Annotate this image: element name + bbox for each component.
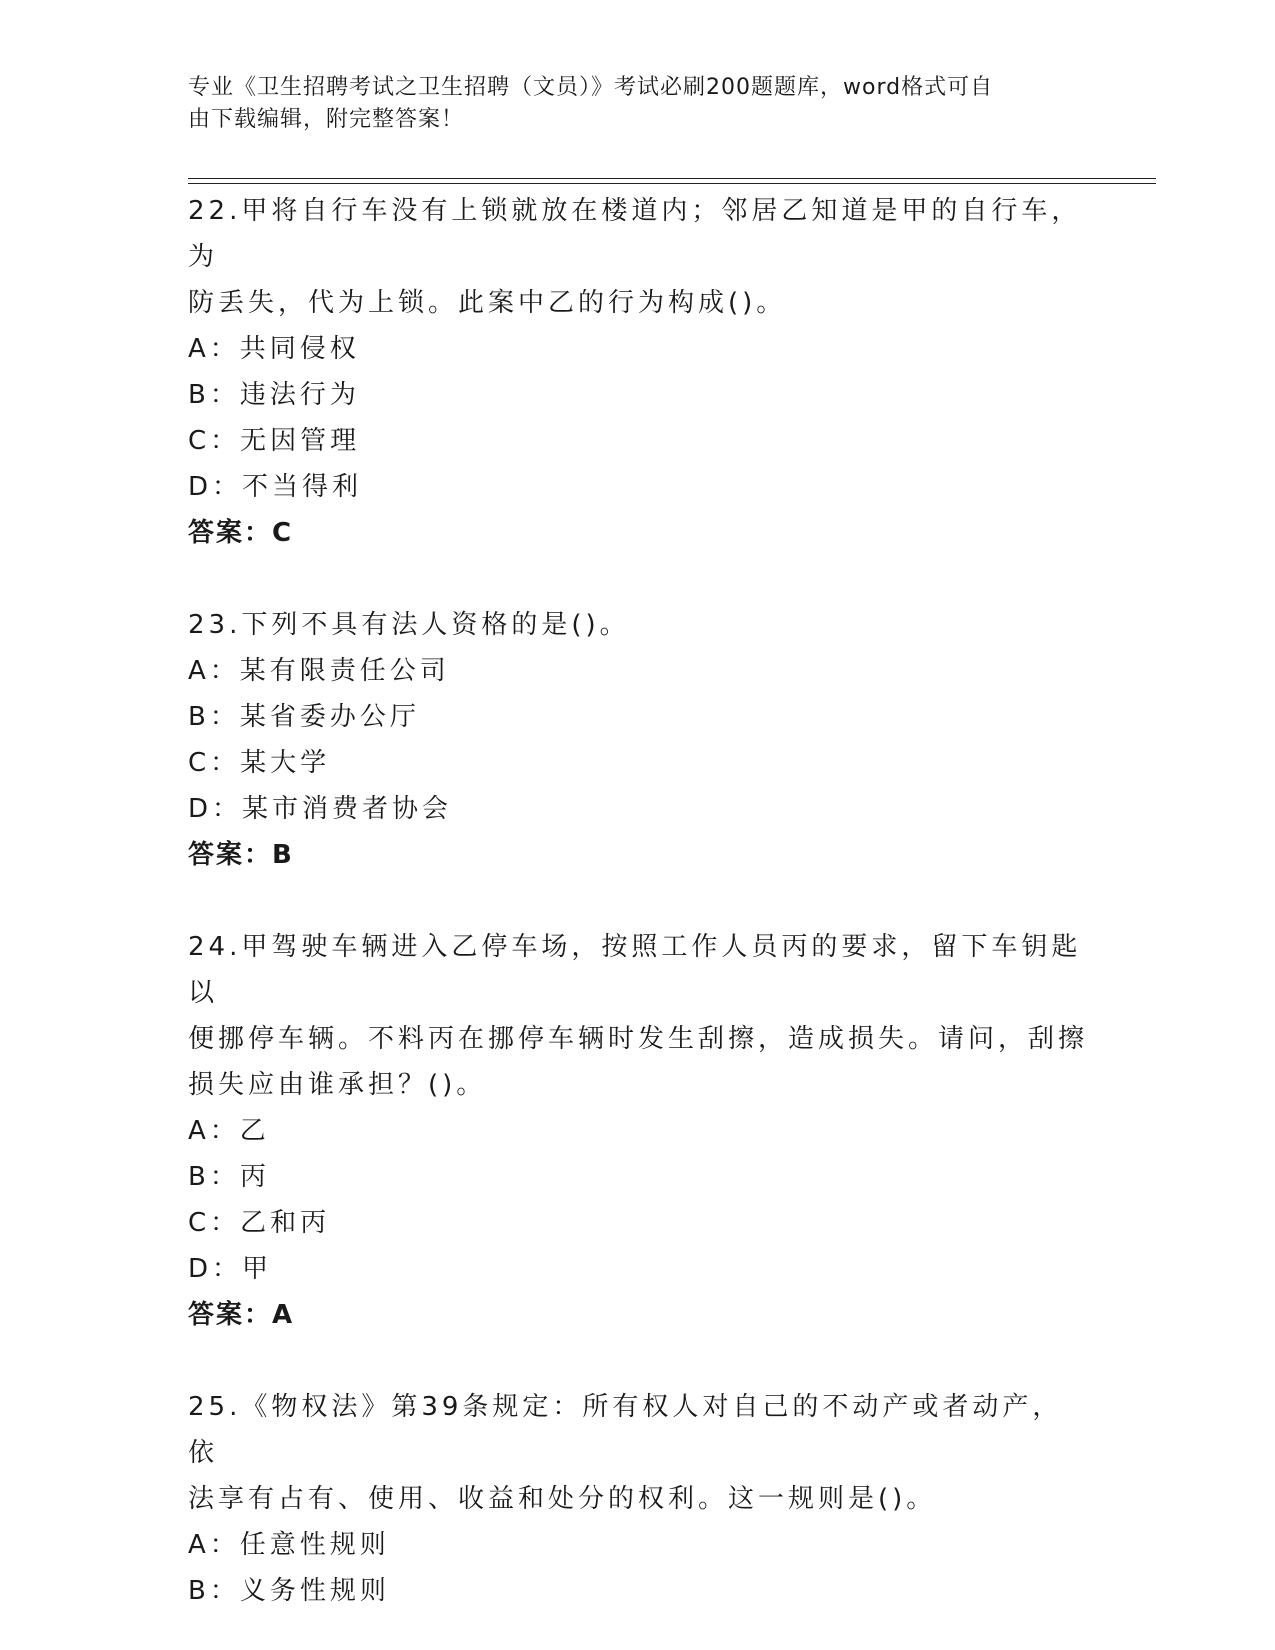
header-line-2: 由下载编辑，附完整答案！ [188,107,465,132]
question-stem: 23.下列不具有法人资格的是()。 [188,610,630,640]
option-a: A：乙 [188,1116,270,1146]
question-list [188,188,1088,1614]
question-25 [188,1384,1088,1614]
answer-line: 答案：A [188,1300,295,1330]
option-d: D：某市消费者协会 [188,794,453,824]
question-stem: 便挪停车辆。不料丙在挪停车辆时发生刮擦，造成损失。请问，刮擦 [188,1024,1089,1054]
header-line-1: 专业《卫生招聘考试之卫生招聘（文员）》考试必刷200题题库，word格式可自 [188,75,994,100]
option-a: A：某有限责任公司 [188,656,450,686]
option-a: A：共同侵权 [188,334,360,364]
header-divider-bottom [188,183,1156,184]
question-stem: 25.《物权法》第39条规定：所有权人对自己的不动产或者动产，依 [188,1392,1063,1468]
question-23 [188,602,1088,878]
option-c: C：某大学 [188,748,331,778]
answer-line: 答案：C [188,518,294,548]
answer-line: 答案：B [188,840,294,870]
option-b: B：某省委办公厅 [188,702,420,732]
document-header [188,72,1068,136]
header-divider-top [188,178,1156,179]
question-22 [188,188,1088,556]
question-stem: 防丢失，代为上锁。此案中乙的行为构成()。 [188,288,787,318]
question-stem: 24.甲驾驶车辆进入乙停车场，按照工作人员丙的要求，留下车钥匙以 [188,932,1082,1008]
option-c: C：无因管理 [188,426,361,456]
option-b: B：违法行为 [188,380,360,410]
question-stem: 法享有占有、使用、收益和处分的权利。这一规则是()。 [188,1484,937,1514]
option-d: D：甲 [188,1254,273,1284]
option-b: B：义务性规则 [188,1576,390,1606]
question-stem: 损失应由谁承担？()。 [188,1070,487,1100]
option-a: A：任意性规则 [188,1530,390,1560]
question-stem: 22.甲将自行车没有上锁就放在楼道内；邻居乙知道是甲的自行车，为 [188,196,1082,272]
option-c: C：乙和丙 [188,1208,331,1238]
option-b: B：丙 [188,1162,270,1192]
question-24 [188,924,1088,1338]
option-d: D：不当得利 [188,472,363,502]
